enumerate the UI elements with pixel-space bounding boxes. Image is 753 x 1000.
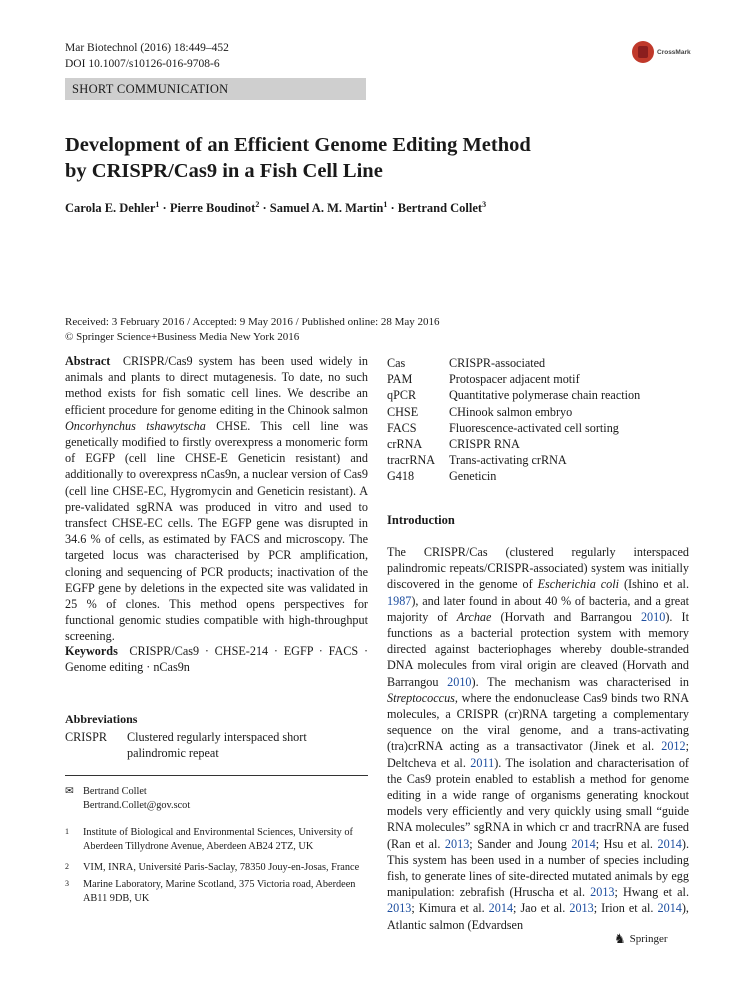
crossmark-label: CrossMark (657, 48, 691, 56)
abstract (65, 353, 368, 645)
title-line-2: by CRISPR/Cas9 in a Fish Cell Line (65, 160, 383, 182)
body-text: ). The mechanism was characterised in (471, 674, 689, 689)
author-affiliation-ref: 2 (255, 200, 260, 209)
author-separator: · (387, 201, 398, 216)
body-text: The CRISPR/Cas (clustered regularly interspaced palindromic repeats/CRISPR-associated) system was initially discovered in the genome of (387, 545, 689, 592)
abstract-label: Abstract (65, 354, 111, 368)
author-separator: · (159, 201, 170, 216)
abbreviation-row (387, 420, 640, 436)
body-text: (Horvath and Barrangou (491, 609, 641, 624)
author-affiliation-ref: 3 (482, 200, 487, 209)
abbreviation-value: CRISPR-associated (449, 356, 546, 370)
affiliation-number: 1 (65, 827, 69, 836)
author-name[interactable]: Carola E. Dehler (65, 201, 156, 216)
body-text: (Ishino et al. (619, 577, 689, 592)
abbreviation-value: Fluorescence-activated cell sorting (449, 420, 619, 435)
body-text: ), and later found in about 40 % of bacteria, and a great majority of (387, 593, 689, 624)
author-affiliation-ref: 1 (383, 200, 388, 209)
body-text: ; Hwang et al. (614, 885, 689, 900)
abbreviation-key: G418 (387, 469, 415, 484)
citation-link[interactable]: 2012 (661, 739, 686, 754)
springer-horse-icon: ♞ (614, 931, 626, 946)
keywords-text: CRISPR/Cas9 · CHSE-214 · EGFP · FACS · Genome editing · nCas9n (65, 644, 369, 675)
abbreviation-value: Quantitative polymerase chain reaction (449, 388, 641, 403)
citation-link[interactable]: 2010 (447, 674, 472, 689)
species-name: Oncorhynchus tshawytscha (65, 418, 206, 433)
author-affiliation-ref: 1 (155, 200, 160, 209)
abbreviation-key: qPCR (387, 388, 417, 403)
body-text: ; Hsu et al. (595, 836, 658, 851)
abbreviation-row (387, 355, 640, 371)
body-text: ). The isolation and characterisation of the Cas9 protein enabled to establish a method for genome editing in a wide range of organisms generating knockout models very efficiently and very quickly using small “guide RNA molecules” sgRNA in which cr and tracrRNA are fused (Ran et al. (387, 755, 689, 851)
author-separator: · (259, 201, 270, 216)
citation-link[interactable]: 2013 (569, 901, 594, 916)
abbreviation-key: CHSE (387, 404, 419, 419)
affiliation-number: 3 (65, 879, 69, 888)
abbreviation-row (65, 729, 368, 761)
affiliation-number: 2 (65, 862, 69, 871)
envelope-icon: ✉ (65, 786, 74, 797)
publisher-name: Springer (629, 933, 668, 945)
abbreviation-value: CHinook salmon embryo (449, 404, 573, 419)
copyright-notice: © Springer Science+Business Media New York 2016 (65, 331, 300, 343)
abstract-text: CHSE. This cell line was genetically modified to firstly overexpress a monomeric form of EGFP (cell line CHSE-E Geneticin resistant) and additionally to overexpress nCas9n, a nuclear version of Cas9 (cell line CHSE-EC, Hygromycin and Geneticin resistant). A pre-validated sgRNA was produced in vitro and used to transfect CHSE-EC cells. The EGFP gene was disrupted in 34.6 % of cells, as estimated by FACS and microscopy. The targeted locus was characterised by PCR amplification, cloning and sequencing of PCR products; inactivation of the EGFP gene by deletions in the expected site was validated in 25 % of clones. This method opens perspectives for functional genomic studies compatible with high-throughput screening. (65, 418, 368, 644)
body-text: , where the endonuclease Cas9 binds two RNA molecules, a CRISPR (cr)RNA targeting a complementary sequence on the viral genome, and a trans-activating (tra)crRNA acting as a transactivator (Jinek et al. (387, 690, 689, 754)
abbreviation-row (387, 371, 640, 387)
body-text: ), Atlantic salmon (Edvardsen (387, 901, 689, 932)
abbreviation-row (387, 387, 640, 403)
article-type-banner: SHORT COMMUNICATION (65, 78, 366, 100)
citation-link[interactable]: 2014 (657, 836, 682, 851)
body-text: ; Irion et al. (593, 901, 658, 916)
abbreviations-table (387, 355, 640, 485)
citation-link[interactable]: 2010 (640, 609, 666, 624)
journal-citation: Mar Biotechnol (2016) 18:449–452 (65, 42, 229, 54)
citation-link[interactable]: 2013 (590, 885, 615, 900)
citation-link[interactable]: 2011 (470, 755, 495, 770)
body-text: ; Deltcheva et al. (387, 739, 689, 770)
author-list (65, 200, 486, 216)
publisher-logo (614, 931, 668, 947)
history-dates: Received: 3 February 2016 / Accepted: 9 May 2016 / Published online: 28 May 2016 (65, 316, 440, 328)
citation-link[interactable]: 2013 (387, 901, 412, 916)
abbreviation-key: FACS (387, 420, 417, 435)
author-name[interactable]: Samuel A. M. Martin (269, 201, 384, 216)
abbreviation-key: crRNA (387, 437, 423, 452)
citation-link[interactable]: 2014 (571, 836, 596, 851)
body-text: ). It functions as a bacterial protection system with memory directed against bacteriophages whereby double-stranded DNA molecules from viral origin are cleaved (Horvath and Barrangou (387, 609, 689, 689)
abbreviation-row (387, 452, 640, 468)
crossmark-badge[interactable] (632, 40, 712, 64)
abbreviation-value: Trans-activating crRNA (449, 453, 567, 468)
article-title (65, 132, 665, 184)
citation-link[interactable]: 2014 (488, 901, 514, 916)
abbreviation-value: CRISPR RNA (449, 437, 520, 452)
keywords-label: Keywords (65, 644, 118, 658)
title-line-1: Development of an Efficient Genome Editing Method (65, 134, 531, 156)
footnote-divider (65, 775, 368, 776)
citation-link[interactable]: 2013 (444, 836, 470, 851)
affiliation-text: VIM, INRA, Université Paris-Saclay, 78350 Jouy-en-Josas, France (83, 862, 360, 873)
body-text: ; Sander and Joung (469, 836, 572, 851)
abbreviation-key: Cas (387, 356, 406, 370)
crossmark-icon (632, 41, 654, 63)
abbreviation-row (387, 468, 640, 484)
abstract-text: CRISPR/Cas9 system has been used widely in animals and plants to direct mutagenesis. To date, no such method exists for fish somatic cell lines. We describe an efficient procedure for genome editing in the Chinook salmon (65, 354, 368, 417)
author-name[interactable]: Pierre Boudinot (169, 201, 256, 216)
abbreviation-key: PAM (387, 372, 413, 387)
contact-name: Bertrand Collet (83, 786, 147, 797)
affiliation-text: Marine Laboratory, Marine Scotland, 375 Victoria road, Aberdeen AB11 9DB, UK (83, 879, 356, 904)
body-text: ; Jao et al. (513, 901, 570, 916)
affiliation-text: Institute of Biological and Environmental Sciences, University of Aberdeen Tillydrone Avenue, Aberdeen AB24 2TZ, UK (83, 827, 353, 852)
citation-link[interactable]: 1987 (387, 593, 412, 608)
publication-dates (65, 315, 440, 345)
journal-header (65, 40, 229, 72)
body-text: ). This system has been used in a number of species including fish, to generate lines of site-directed mutated animals by egg manipulation: zebrafish (Hruscha et al. (387, 836, 689, 900)
citation-link[interactable]: 2014 (657, 901, 682, 916)
abbreviation-value: Protospacer adjacent motif (449, 372, 580, 387)
author-name[interactable]: Bertrand Collet (397, 201, 483, 216)
abbreviation-value: Clustered regularly interspaced short palindromic repeat (127, 730, 307, 760)
abbreviation-value: Geneticin (449, 469, 497, 484)
affiliation (65, 878, 368, 906)
abbreviation-row (387, 436, 640, 452)
abbreviation-row (387, 404, 640, 420)
contact-email[interactable]: Bertrand.Collet@gov.scot (83, 800, 191, 811)
abbreviation-key: tracrRNA (387, 453, 436, 468)
body-text: ; Kimura et al. (411, 901, 489, 916)
doi[interactable]: DOI 10.1007/s10126-016-9708-6 (65, 58, 220, 70)
affiliation (65, 826, 368, 854)
keywords (65, 643, 368, 675)
species-name: Escherichia coli (537, 577, 620, 592)
abbreviations-heading: Abbreviations (65, 712, 138, 726)
species-name: Streptococcus (387, 690, 455, 705)
introduction-text (387, 544, 689, 933)
affiliation (65, 861, 368, 875)
corresponding-author (65, 785, 190, 813)
species-name: Archae (456, 609, 492, 624)
introduction-heading: Introduction (387, 513, 455, 527)
abbreviation-key: CRISPR (65, 730, 108, 744)
